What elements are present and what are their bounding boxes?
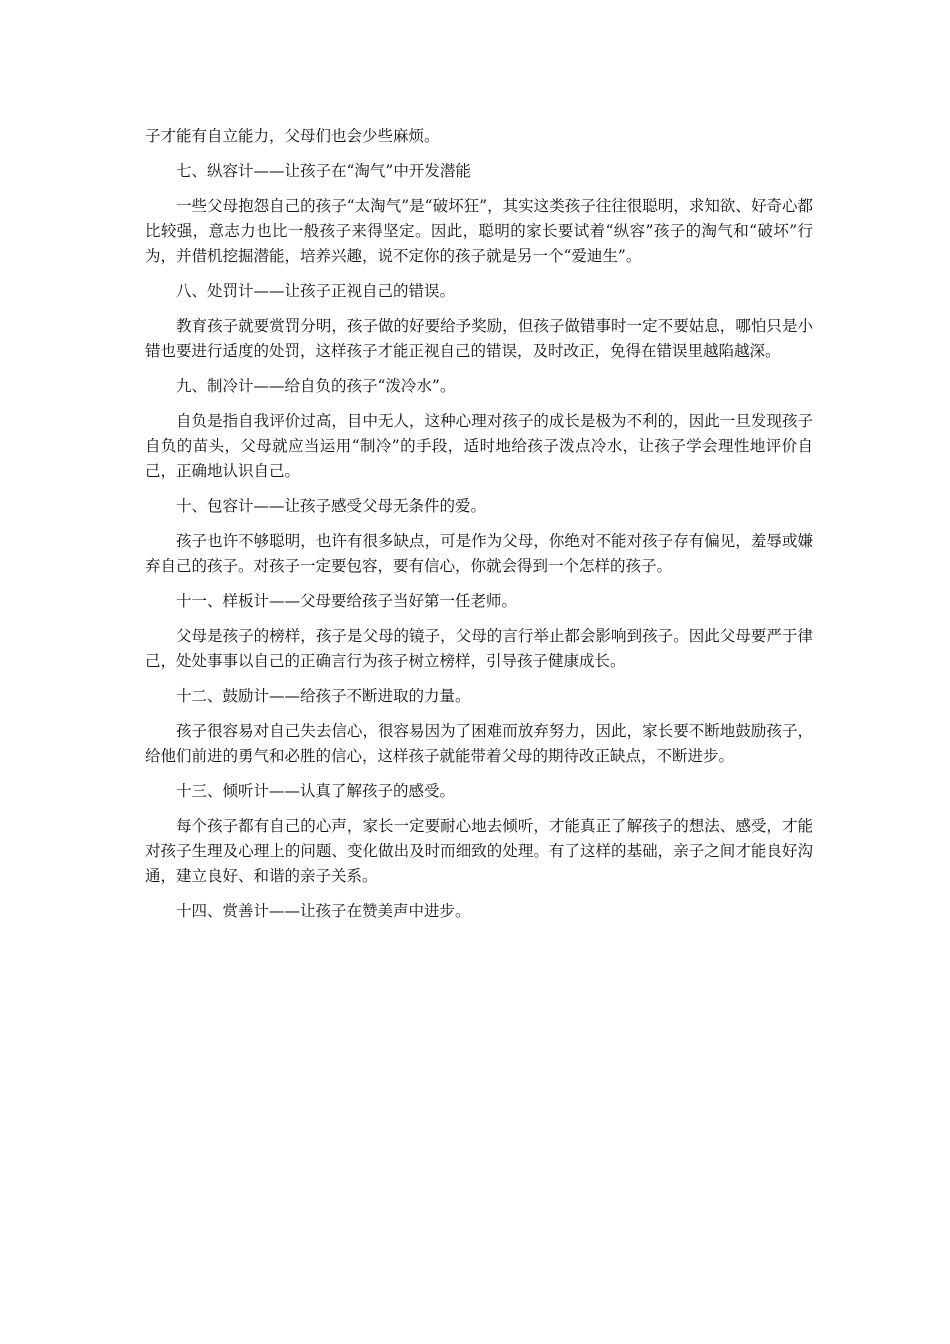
document-body xyxy=(145,124,813,934)
section-heading-10: 十、包容计——让孩子感受父母无条件的爱。 xyxy=(176,497,487,515)
section-heading-8: 八、处罚计——让孩子正视自己的错误。 xyxy=(176,282,456,300)
body-paragraph-10: 孩子也许不够聪明，也许有很多缺点，可是作为父母，你绝对不能对孩子存有偏见，羞辱或嫌弃自己的孩子。对孩子一定要包容，要有信心，你就会得到一个怎样的孩子。 xyxy=(145,532,813,575)
section-heading-13: 十三、倾听计——认真了解孩子的感受。 xyxy=(176,782,456,800)
continuation-paragraph: 子才能有自立能力，父母们也会少些麻烦。 xyxy=(145,127,440,145)
body-paragraph-12: 孩子很容易对自己失去信心，很容易因为了困难而放弃努力，因此，家长要不断地鼓励孩子，给他们前进的勇气和必胜的信心，这样孩子就能带着父母的期待改正缺点，不断进步。 xyxy=(145,722,813,765)
body-paragraph-9: 自负是指自我评价过高，目中无人，这种心理对孩子的成长是极为不利的，因此一旦发现孩子自负的苗头，父母就应当运用“制冷”的手段，适时地给孩子泼点冷水，让孩子学会理性地评价自己，正确地认识自己。 xyxy=(145,412,813,480)
body-paragraph-7: 一些父母抱怨自己的孩子“太淘气”是“破坏狂”，其实这类孩子往往很聪明，求知欲、好奇心都比较强，意志力也比一般孩子来得坚定。因此，聪明的家长要试着“纵容”孩子的淘气和“破坏”行为，并借机挖掘潜能，培养兴趣，说不定你的孩子就是另一个“爱迪生”。 xyxy=(145,197,813,265)
body-paragraph-8: 教育孩子就要赏罚分明，孩子做的好要给予奖励，但孩子做错事时一定不要姑息，哪怕只是小错也要进行适度的处罚，这样孩子才能正视自己的错误，及时改正，免得在错误里越陷越深。 xyxy=(145,317,813,360)
section-heading-7: 七、纵容计——让孩子在“淘气”中开发潜能 xyxy=(176,162,471,180)
section-heading-11: 十一、样板计——父母要给孩子当好第一任老师。 xyxy=(176,592,518,610)
section-heading-9: 九、制冷计——给自负的孩子“泼冷水”。 xyxy=(176,377,456,395)
body-paragraph-11: 父母是孩子的榜样，孩子是父母的镜子，父母的言行举止都会影响到孩子。因此父母要严于律己，处处事事以自己的正确言行为孩子树立榜样，引导孩子健康成长。 xyxy=(145,627,813,670)
section-heading-12: 十二、鼓励计——给孩子不断进取的力量。 xyxy=(176,687,471,705)
body-paragraph-13: 每个孩子都有自己的心声，家长一定要耐心地去倾听，才能真正了解孩子的想法、感受，才能对孩子生理及心理上的问题、变化做出及时而细致的处理。有了这样的基础，亲子之间才能良好沟通，建立良好、和谐的亲子关系。 xyxy=(145,817,813,885)
section-heading-14: 十四、赏善计——让孩子在赞美声中进步。 xyxy=(176,902,471,920)
